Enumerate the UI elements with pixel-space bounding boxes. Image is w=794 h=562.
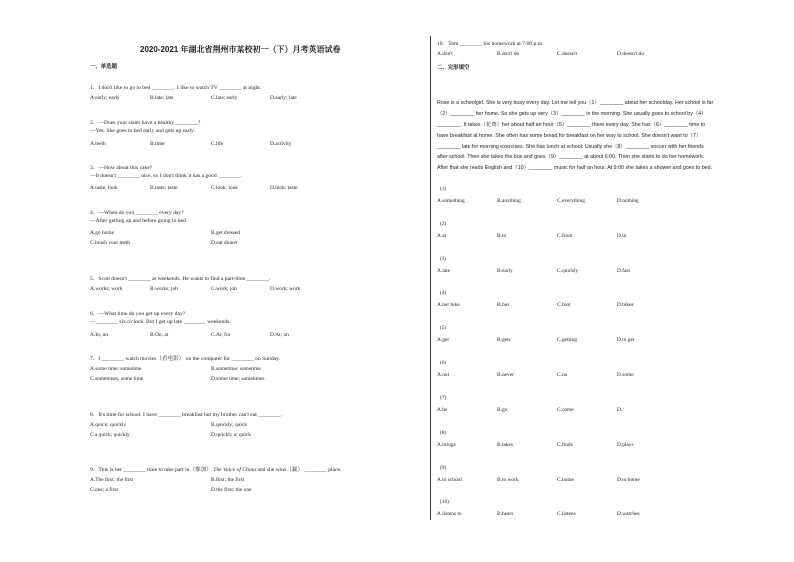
option-c[interactable]: C.no: [557, 372, 568, 378]
option-b[interactable]: B.time: [150, 141, 165, 147]
cloze-number: (3): [440, 256, 447, 262]
question-stem: 3．—How about this cake?: [90, 165, 153, 171]
option-b[interactable]: B.gets: [497, 337, 511, 343]
option-a[interactable]: A.get: [437, 337, 449, 343]
option-c[interactable]: C.listens: [557, 511, 576, 517]
option-b[interactable]: B.quickly; quick: [211, 422, 247, 428]
option-d[interactable]: D.watches: [617, 511, 640, 517]
option-b[interactable]: B.On; at: [150, 332, 169, 338]
option-c[interactable]: C.a quick; quickly: [90, 432, 130, 438]
option-d[interactable]: D.to get: [617, 337, 635, 343]
option-a[interactable]: A.works; work: [90, 286, 123, 292]
option-d[interactable]: D.some time; sometimes: [211, 376, 265, 382]
question-stem: [90, 465, 341, 473]
option-c[interactable]: C.look; look: [211, 185, 238, 191]
question-stem-line2: —It doesn't ________ nice, so I don't think it has a good ________.: [90, 173, 242, 179]
option-b[interactable]: B.hears: [497, 511, 514, 517]
option-a[interactable]: A.some time; sometime: [90, 366, 142, 372]
option-c[interactable]: C.finds: [557, 442, 573, 448]
option-d[interactable]: D.eat dinner: [211, 240, 238, 246]
cloze-number: (6): [440, 360, 447, 366]
option-d[interactable]: D.to home: [617, 477, 640, 483]
option-b[interactable]: B.to work: [497, 477, 519, 483]
option-a[interactable]: A.not: [437, 372, 450, 378]
question-stem: 6．—What time do you get up every day?: [90, 311, 186, 317]
option-a[interactable]: A.be: [437, 407, 448, 413]
passage-line: Rose is a schoolgirl. She is very busy every day. Let me tell you（1）________ about her schoolday. Her school is far: [437, 100, 714, 106]
question-stem-part: and she wins（赢） ________ place.: [257, 467, 342, 473]
option-d[interactable]: D.look; taste: [270, 185, 298, 191]
question-stem-italic: The Voice of China: [213, 467, 256, 473]
option-b[interactable]: B.go: [497, 407, 508, 413]
question-stem: 7．I ________ watch movies（看电影） on the computer for ________ on Sunday.: [90, 356, 280, 362]
option-d[interactable]: D.some: [617, 372, 634, 378]
cloze-number: (4): [440, 290, 447, 296]
option-b[interactable]: B.never: [497, 372, 514, 378]
cloze-number: (8): [440, 430, 447, 436]
option-a[interactable]: A.to school: [437, 477, 462, 483]
option-d[interactable]: D.quickly a; quick: [211, 432, 251, 438]
question-stem: 8．It's time for school. I have ________ breakfast but my brother can't eat ________.: [90, 412, 283, 418]
option-b[interactable]: B.early: [497, 268, 513, 274]
option-d[interactable]: D.At; on: [270, 332, 289, 338]
option-c[interactable]: C.foot: [557, 302, 571, 308]
option-b[interactable]: B.taste; taste: [150, 185, 178, 191]
option-c[interactable]: C.from: [557, 233, 573, 239]
passage-line: （2）________ her home. So she gets up very（3）________ in the morning. She usually goes to school by（4）: [437, 111, 707, 117]
option-d[interactable]: D.early; late: [270, 95, 297, 101]
option-a[interactable]: A.something: [437, 198, 465, 204]
option-d[interactable]: D.plays: [617, 442, 634, 448]
option-b[interactable]: B.to: [497, 233, 507, 239]
question-stem-line2: —After getting up and before going to bed.: [90, 218, 188, 224]
passage-line: after school. Then she takes the bus and goes（9）________ at about 6:00. Then she starts to do her homework.: [437, 154, 705, 160]
option-a[interactable]: A.her bike: [437, 302, 460, 308]
option-a[interactable]: A.quick; quickly: [90, 422, 127, 428]
option-a[interactable]: A.teeth: [90, 141, 106, 147]
question-stem-line2: —________ six o'clock. But I get up late ________ weekends.: [90, 319, 231, 325]
option-b[interactable]: B.sometime; sometime: [211, 366, 261, 372]
cloze-number: (2): [440, 221, 447, 227]
option-d[interactable]: D.work; work: [270, 286, 301, 292]
option-c[interactable]: C.come: [557, 407, 574, 413]
option-d[interactable]: D.the first; the one: [211, 487, 252, 493]
cloze-number: (9): [440, 465, 447, 471]
option-a[interactable]: A.at: [437, 233, 447, 239]
option-c[interactable]: C.everything: [557, 198, 585, 204]
question-stem: 1．I don't like to go to bed ________. I like to watch TV ________ at night.: [90, 85, 262, 91]
option-b[interactable]: B.don't do: [497, 51, 520, 57]
option-c[interactable]: C.getting: [557, 337, 577, 343]
passage-line: After that she reads English and（10）________ music for half an hour. At 9:00 she takes a shower and goes to bed.: [437, 165, 713, 171]
option-c[interactable]: C.sometimes; some time: [90, 376, 144, 382]
option-a[interactable]: A.listens to: [437, 511, 462, 517]
option-b[interactable]: B.get dressed: [211, 230, 241, 236]
option-c[interactable]: C.brush your teeth: [90, 240, 130, 246]
option-a[interactable]: A.In; on: [90, 332, 108, 338]
option-d[interactable]: D.bikes: [617, 302, 634, 308]
cloze-number: (7): [440, 395, 447, 401]
option-b[interactable]: B.late; late: [150, 95, 174, 101]
question-stem-line2: —Yes. She goes to bed early and gets up early.: [90, 128, 195, 134]
option-d[interactable]: D.fast: [617, 268, 631, 274]
cloze-number: (1): [440, 186, 447, 192]
option-c[interactable]: C.home: [557, 477, 574, 483]
option-a[interactable]: A.early; early: [90, 95, 120, 101]
option-a[interactable]: A.go home: [90, 230, 114, 236]
option-b[interactable]: B.takes: [497, 442, 514, 448]
passage-line: ________ late for morning exercises. She has lunch at school. Usually she（8）________ soccer with her friends: [437, 144, 704, 150]
option-d[interactable]: D.nothing: [617, 198, 639, 204]
passage-line: ________. It takes（花费）her about half an hour（5）________ there every day. She has（6）________ time to: [437, 122, 706, 128]
option-b[interactable]: B.works; job: [150, 286, 178, 292]
option-a[interactable]: A.don't: [437, 51, 453, 57]
option-a[interactable]: A.brings: [437, 442, 456, 448]
question-stem: 10．Tom ________ his homework at 7:00 p.m.: [437, 41, 544, 47]
option-c[interactable]: C.life: [211, 141, 224, 147]
option-b[interactable]: B.first; the first: [211, 477, 245, 483]
cloze-number: (5): [440, 325, 447, 331]
option-d[interactable]: D.activity: [270, 141, 292, 147]
option-c[interactable]: C.doesn't: [557, 51, 577, 57]
option-a[interactable]: A.late: [437, 268, 451, 274]
cloze-number: (10): [440, 499, 449, 505]
section-cloze: 二、完形填空: [437, 65, 470, 71]
column-divider: [430, 36, 431, 520]
option-c[interactable]: C.one; a first: [90, 487, 118, 493]
question-stem: 2．—Does your sister have a healthy ________?: [90, 120, 201, 126]
option-d[interactable]: D.doesn't do: [617, 51, 645, 57]
question-stem-part: 9．This is her ________ time to take part in（参加）: [90, 467, 212, 473]
question-stem: 4．—When do you ________ every day?: [90, 210, 184, 216]
option-d[interactable]: D.in: [617, 233, 627, 239]
option-a[interactable]: A.The first; the first: [90, 477, 134, 483]
option-d[interactable]: D./: [617, 407, 624, 413]
option-c[interactable]: C.work; job: [211, 286, 237, 292]
passage-line: have breakfast at home. She often has some bread for breakfast on her way to school. She doesn't want to（7）: [437, 133, 702, 139]
section-single-choice: 一、单选题: [90, 64, 117, 70]
option-c[interactable]: C.quickly: [557, 268, 579, 274]
option-b[interactable]: B.bus: [497, 302, 510, 308]
page-title: 2020-2021 年湖北省荆州市某校初一（下）月考英语试卷: [140, 45, 341, 54]
option-b[interactable]: B.anything: [497, 198, 521, 204]
option-c[interactable]: C.late; early: [211, 95, 238, 101]
option-c[interactable]: C.At; for: [211, 332, 231, 338]
question-stem: 5．Scott doesn't ________ at weekends. He wants to find a part-time ________.: [90, 276, 271, 282]
option-a[interactable]: A.taste; look: [90, 185, 118, 191]
